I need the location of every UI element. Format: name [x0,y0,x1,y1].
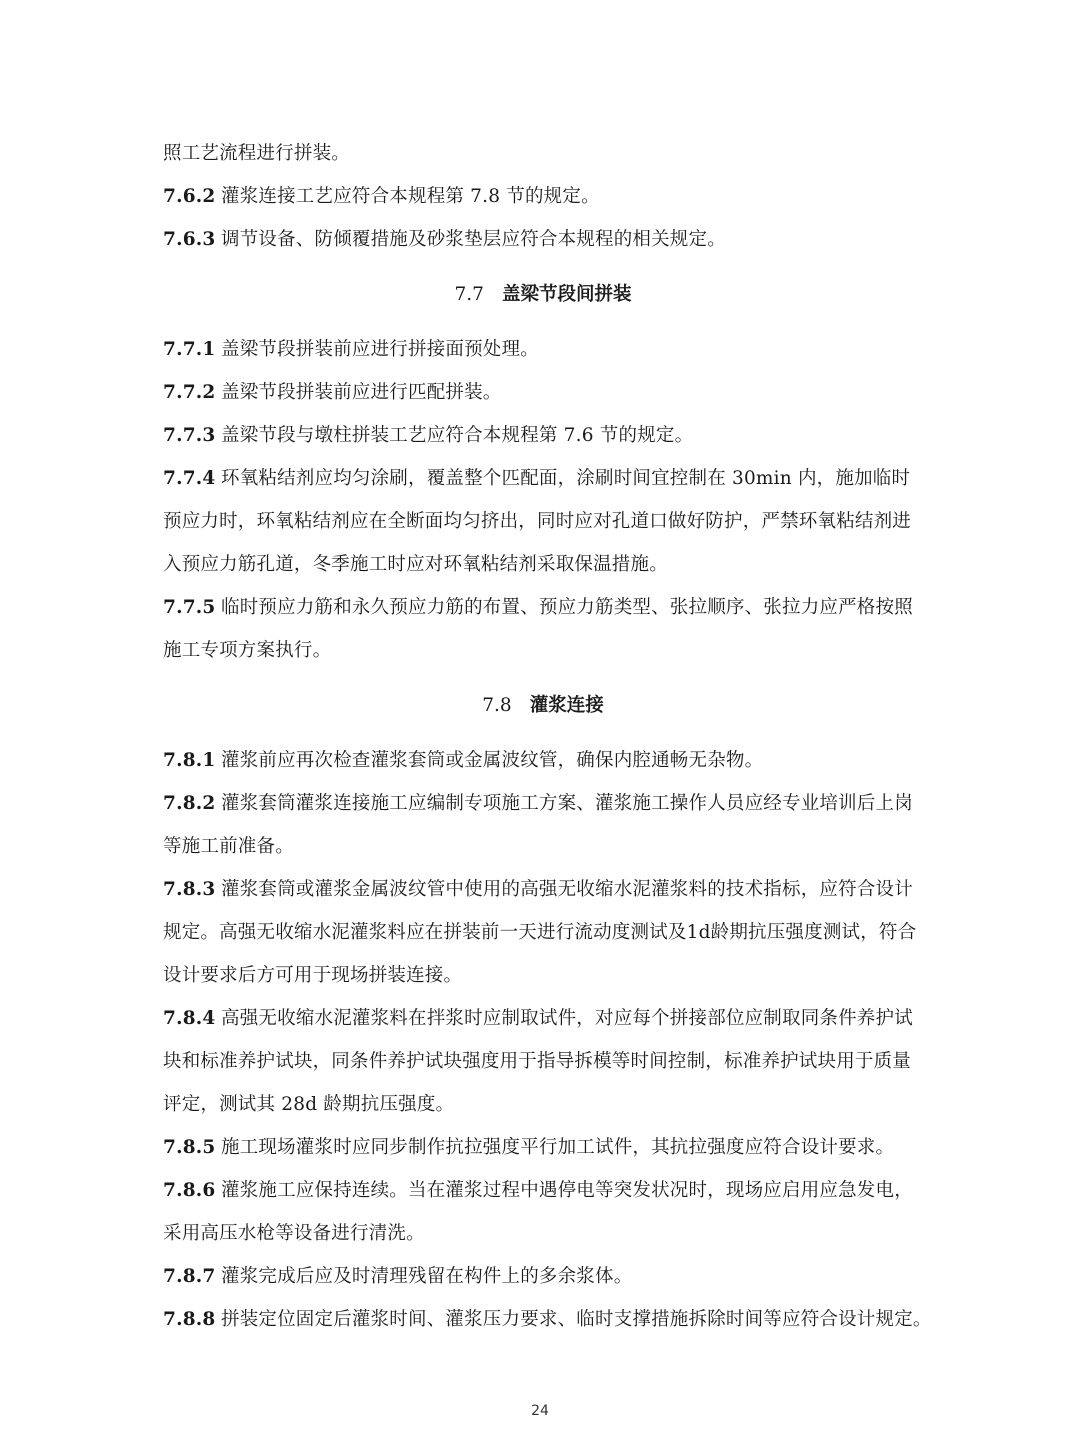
text-line [163,739,923,782]
clause-text: 入预应力筋孔道，冬季施工时应对环氧粘结剂采取保温措施。 [163,554,668,575]
section-heading [163,684,923,727]
clause-text: 块和标准养护试块，同条件养护试块强度用于指导拆模等时间控制，标准养护试块用于质量 [163,1051,912,1072]
clause-number: 7.7.4 [163,468,216,489]
text-line [163,629,923,672]
text-line [163,825,923,868]
clause-text: 盖梁节段拼装前应进行匹配拼装。 [221,382,502,403]
clause-paragraph [163,218,923,261]
clause-paragraph [163,997,923,1126]
section-heading [163,273,923,316]
clause-text: 规定。高强无收缩水泥灌浆料应在拼装前一天进行流动度测试及1d龄期抗压强度测试，符合 [163,922,917,943]
text-line [163,132,923,175]
clause-text: 等施工前准备。 [163,836,294,857]
clause-text: 高强无收缩水泥灌浆料在拌浆时应制取试件，对应每个拼接部位应制取同条件养护试 [221,1008,913,1029]
clause-paragraph [163,1255,923,1298]
text-line [163,1040,923,1083]
clause-text: 照工艺流程进行拼装。 [163,143,351,164]
clause-number: 7.8.2 [163,793,216,814]
text-line [163,175,923,218]
text-line [163,911,923,954]
clause-number: 7.7.2 [163,382,216,403]
clause-paragraph [163,328,923,371]
text-line [163,328,923,371]
document-body [163,132,932,1341]
clause-text: 施工专项方案执行。 [163,640,332,661]
text-line [163,1255,923,1298]
text-line [163,1126,923,1169]
clause-paragraph [163,132,923,175]
clause-paragraph [163,1169,923,1255]
clause-text: 预应力时，环氧粘结剂应在全断面均匀挤出，同时应对孔道口做好防护，严禁环氧粘结剂进 [163,511,912,532]
clause-number: 7.8.5 [163,1137,216,1158]
clause-number: 7.8.6 [163,1180,216,1201]
clause-number: 7.8.3 [163,879,216,900]
text-line [163,1083,923,1126]
clause-number: 7.7.5 [163,597,216,618]
text-line [163,1298,932,1341]
text-line [163,868,923,911]
clause-paragraph [163,1126,923,1169]
clause-number: 7.8.1 [163,750,216,771]
text-line [163,500,923,543]
section-number: 7.7 [454,284,484,305]
clause-text: 调节设备、防倾覆措施及砂浆垫层应符合本规程的相关规定。 [221,229,726,250]
text-line [163,218,923,261]
clause-text: 采用高压水枪等设备进行清洗。 [163,1223,425,1244]
text-line [163,1212,923,1255]
text-line [163,457,923,500]
clause-number: 7.8.4 [163,1008,216,1029]
clause-number: 7.8.8 [163,1309,216,1330]
clause-paragraph [163,457,923,586]
clause-text: 灌浆前应再次检查灌浆套筒或金属波纹管，确保内腔通畅无杂物。 [221,750,764,771]
clause-text: 设计要求后方可用于现场拼装连接。 [163,965,463,986]
clause-number: 7.6.2 [163,186,216,207]
text-line [163,782,923,825]
section-title: 盖梁节段间拼装 [501,284,632,305]
clause-paragraph [163,1298,932,1341]
section-title: 灌浆连接 [529,695,604,716]
clause-text: 盖梁节段拼装前应进行拼接面预处理。 [221,339,539,360]
clause-number: 7.8.7 [163,1266,216,1287]
clause-paragraph [163,414,923,457]
clause-number: 7.7.3 [163,425,216,446]
text-line [163,997,923,1040]
clause-number: 7.6.3 [163,229,216,250]
section-number: 7.8 [482,695,512,716]
clause-paragraph [163,782,923,868]
text-line [163,543,923,586]
clause-number: 7.7.1 [163,339,216,360]
clause-text: 环氧粘结剂应均匀涂刷，覆盖整个匹配面，涂刷时间宜控制在 30min 内，施加临时 [221,468,911,489]
clause-paragraph [163,371,923,414]
text-line [163,586,923,629]
text-line [163,371,923,414]
clause-text: 灌浆施工应保持连续。当在灌浆过程中遇停电等突发状况时，现场应启用应急发电， [221,1180,913,1201]
clause-paragraph [163,586,923,672]
clause-text: 拼装定位固定后灌浆时间、灌浆压力要求、临时支撑措施拆除时间等应符合设计规定。 [221,1309,932,1330]
clause-text: 评定，测试其 28d 龄期抗压强度。 [163,1094,455,1115]
clause-text: 灌浆连接工艺应符合本规程第 7.8 节的规定。 [221,186,600,207]
clause-text: 施工现场灌浆时应同步制作抗拉强度平行加工试件，其抗拉强度应符合设计要求。 [221,1137,895,1158]
clause-text: 盖梁节段与墩柱拼装工艺应符合本规程第 7.6 节的规定。 [221,425,694,446]
clause-text: 灌浆套筒或灌浆金属波纹管中使用的高强无收缩水泥灌浆料的技术指标，应符合设计 [221,879,913,900]
clause-text: 灌浆完成后应及时清理残留在构件上的多余浆体。 [221,1266,633,1287]
clause-text: 灌浆套筒灌浆连接施工应编制专项施工方案、灌浆施工操作人员应经专业培训后上岗 [221,793,913,814]
text-line [163,1169,923,1212]
clause-paragraph [163,868,923,997]
page-number: 24 [531,1403,549,1419]
clause-paragraph [163,175,923,218]
clause-paragraph [163,739,923,782]
text-line [163,954,923,997]
text-line [163,414,923,457]
clause-text: 临时预应力筋和永久预应力筋的布置、预应力筋类型、张拉顺序、张拉力应严格按照 [221,597,913,618]
